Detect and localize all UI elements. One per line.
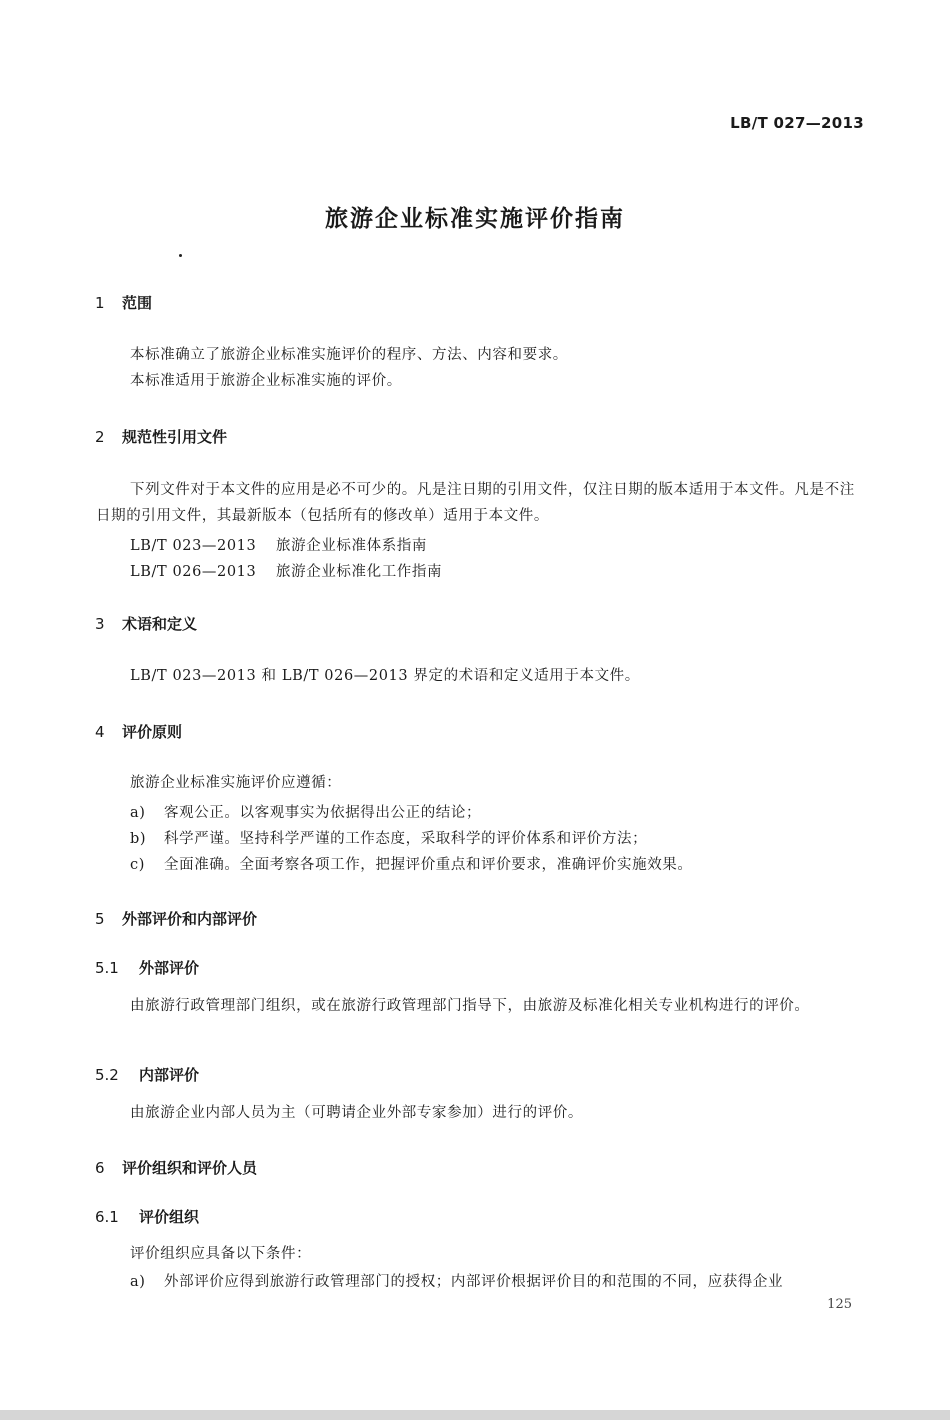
list-label: a) <box>130 1274 146 1290</box>
section-5-heading <box>95 908 257 929</box>
section-number: 5.2 <box>95 1066 119 1084</box>
section-number: 5 <box>95 910 105 928</box>
reference-name: 旅游企业标准化工作指南 <box>276 564 443 580</box>
stray-dot <box>179 254 182 257</box>
section-4-heading <box>95 721 182 742</box>
section-number: 6.1 <box>95 1208 119 1226</box>
section-number: 6 <box>95 1159 105 1177</box>
page-number: 125 <box>827 1297 852 1312</box>
section-2-paragraph-1: 下列文件对于本文件的应用是必不可少的。凡是注日期的引用文件，仅注日期的版本适用于本文件。凡是不注日期的引用文件，其最新版本（包括所有的修改单）适用于本文件。 <box>96 482 855 524</box>
section-6-heading <box>95 1157 257 1178</box>
section-number: 5.1 <box>95 959 119 977</box>
section-title: 评价原则 <box>122 723 183 741</box>
section-title: 外部评价和内部评价 <box>122 910 258 928</box>
bottom-edge-strip <box>0 1410 950 1420</box>
reference-item <box>130 560 442 581</box>
list-label: b) <box>130 831 147 847</box>
section-4-paragraph-1: 旅游企业标准实施评价应遵循： <box>130 775 342 791</box>
section-1-paragraph-1: 本标准确立了旅游企业标准实施评价的程序、方法、内容和要求。 <box>130 347 568 363</box>
section-3-paragraph-1: LB/T 023—2013 和 LB/T 026—2013 界定的术语和定义适用于本文件。 <box>130 668 640 684</box>
section-3-heading <box>95 613 197 634</box>
list-text: 科学严谨。坚持科学严谨的工作态度，采取科学的评价体系和评价方法； <box>164 831 648 847</box>
section-5-1-paragraph: 由旅游行政管理部门组织，或在旅游行政管理部门指导下，由旅游及标准化相关专业机构进行的评价。 <box>130 998 810 1014</box>
section-title: 规范性引用文件 <box>122 428 228 446</box>
list-text: 客观公正。以客观事实为依据得出公正的结论； <box>164 805 482 821</box>
section-title: 内部评价 <box>139 1066 200 1084</box>
section-5-2-paragraph: 由旅游企业内部人员为主（可聘请企业外部专家参加）进行的评价。 <box>130 1105 583 1121</box>
list-item <box>130 827 647 848</box>
section-title: 术语和定义 <box>122 615 198 633</box>
section-1-paragraph-2: 本标准适用于旅游企业标准实施的评价。 <box>130 373 402 389</box>
section-title: 评价组织和评价人员 <box>122 1159 258 1177</box>
list-item <box>130 801 481 822</box>
section-6-1-paragraph: 评价组织应具备以下条件： <box>130 1246 312 1262</box>
standard-code: LB/T 027—2013 <box>730 114 864 132</box>
reference-code: LB/T 026—2013 <box>130 564 257 580</box>
section-1-heading <box>95 292 152 313</box>
reference-name: 旅游企业标准体系指南 <box>276 538 427 554</box>
reference-item <box>130 534 427 555</box>
section-title: 外部评价 <box>139 959 200 977</box>
section-6-1-heading <box>95 1206 199 1227</box>
section-2-heading <box>95 426 227 447</box>
section-5-2-heading <box>95 1064 199 1085</box>
list-label: c) <box>130 857 145 873</box>
section-number: 3 <box>95 615 105 633</box>
reference-code: LB/T 023—2013 <box>130 538 257 554</box>
section-number: 4 <box>95 723 105 741</box>
list-text: 外部评价应得到旅游行政管理部门的授权；内部评价根据评价目的和范围的不同，应获得企业 <box>164 1274 784 1290</box>
section-title: 评价组织 <box>139 1208 200 1226</box>
section-5-1-heading <box>95 957 199 978</box>
page-title: 旅游企业标准实施评价指南 <box>325 206 625 232</box>
list-item <box>130 853 693 874</box>
section-title: 范围 <box>122 294 153 312</box>
section-number: 1 <box>95 294 105 312</box>
list-text: 全面准确。全面考察各项工作，把握评价重点和评价要求，准确评价实施效果。 <box>164 857 693 873</box>
section-number: 2 <box>95 428 105 446</box>
list-item <box>130 1270 783 1291</box>
list-label: a) <box>130 805 146 821</box>
